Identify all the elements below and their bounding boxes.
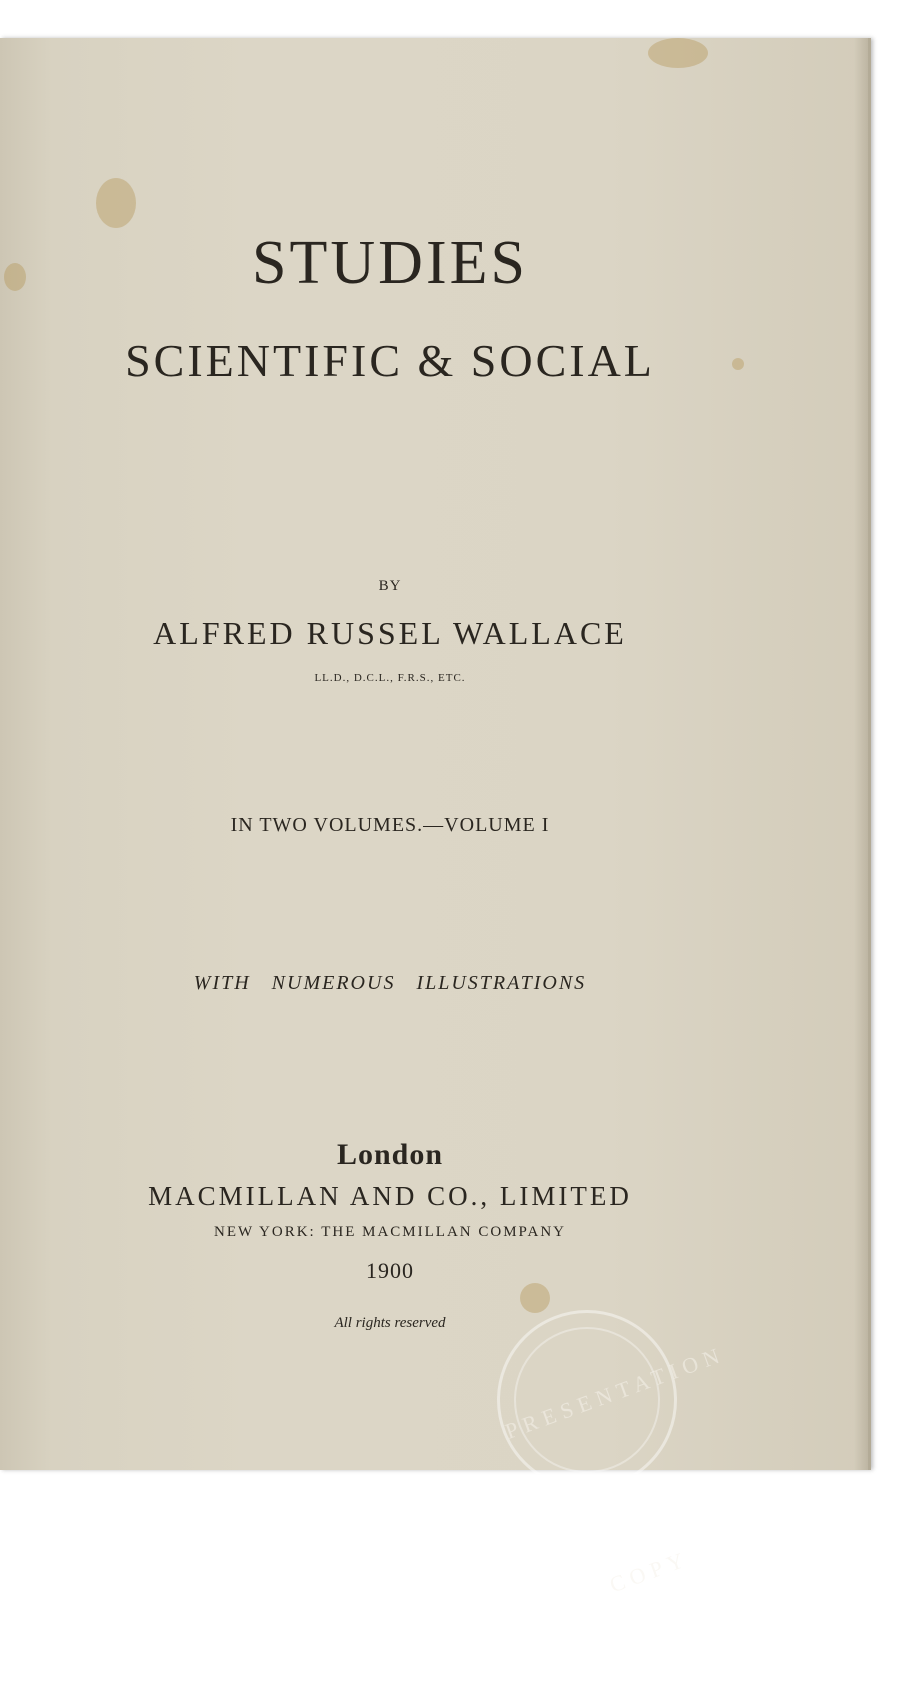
by-line: BY: [378, 578, 402, 594]
foxing-stain: [648, 38, 708, 68]
book-subtitle: SCIENTIFIC & SOCIAL: [125, 335, 655, 386]
foxing-stain: [96, 178, 136, 228]
publisher-new-york: NEW YORK: THE MACMILLAN COMPANY: [213, 1224, 567, 1240]
stamp-text: PRESENTATION COPY: [501, 1341, 728, 1598]
publication-year: 1900: [366, 1258, 414, 1283]
presentation-copy-stamp: [497, 1310, 728, 1598]
book-title: STUDIES: [252, 229, 528, 297]
title-page: [0, 38, 871, 1598]
foxing-stain: [520, 1283, 550, 1313]
publisher-name: MACMILLAN AND CO., LIMITED: [148, 1181, 632, 1211]
author-name: ALFRED RUSSEL WALLACE: [153, 615, 627, 651]
page-edge: [854, 38, 868, 1470]
volume-info: IN TWO VOLUMES.—VOLUME I: [230, 814, 550, 836]
illustrations-note: WITH NUMEROUS ILLUSTRATIONS: [193, 972, 587, 994]
imprint-city: London: [336, 1138, 444, 1171]
author-degrees: LL.D., D.C.L., F.R.S., ETC.: [314, 672, 466, 684]
rights-notice: All rights reserved: [334, 1315, 446, 1331]
